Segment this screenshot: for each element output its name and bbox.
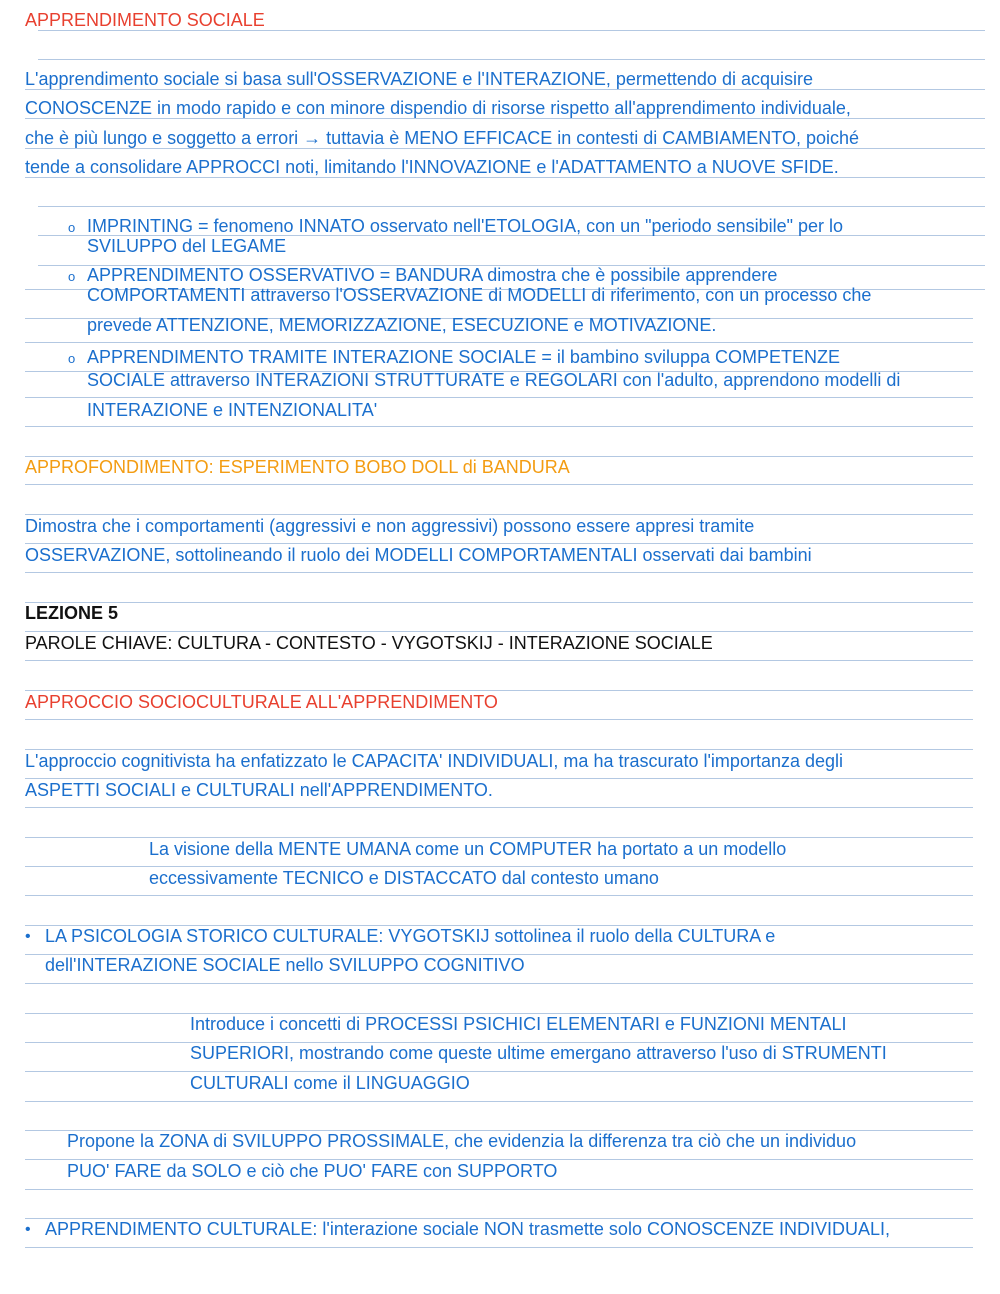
ruled-line bbox=[25, 118, 985, 119]
section-title: APPRENDIMENTO SOCIALE bbox=[25, 10, 265, 30]
ruled-line bbox=[25, 148, 985, 149]
bullet-marker: o bbox=[68, 269, 76, 284]
ruled-line bbox=[25, 1101, 973, 1102]
paragraph-line: che è più lungo e soggetto a errori → tuttavia è MENO EFFICACE in contesti di CAMBIAMENTO, poiché bbox=[25, 128, 860, 148]
paragraph-line: OSSERVAZIONE, sottolineando il ruolo dei MODELLI COMPORTAMENTALI osservati dai bambini bbox=[25, 545, 812, 565]
bullet-line: IMPRINTING = fenomeno INNATO osservato nell'ETOLOGIA, con un "periodo sensibile" per lo bbox=[87, 216, 844, 236]
ruled-line bbox=[25, 660, 973, 661]
ruled-line bbox=[25, 895, 973, 896]
approfondimento-title: APPROFONDIMENTO: ESPERIMENTO BOBO DOLL di BANDURA bbox=[25, 457, 570, 477]
indented-line: CULTURALI come il LINGUAGGIO bbox=[190, 1073, 470, 1093]
ruled-line bbox=[38, 59, 985, 60]
indented-line: Propone la ZONA di SVILUPPO PROSSIMALE, che evidenzia la differenza tra ciò che un individuo bbox=[67, 1131, 857, 1151]
lesson-title: LEZIONE 5 bbox=[25, 603, 119, 623]
bullet-line: INTERAZIONE e INTENZIONALITA' bbox=[87, 400, 378, 420]
bullet-line: dell'INTERAZIONE SOCIALE nello SVILUPPO COGNITIVO bbox=[45, 955, 525, 975]
ruled-line bbox=[38, 30, 985, 31]
ruled-line bbox=[25, 719, 973, 720]
ruled-line bbox=[25, 572, 973, 573]
bullet-line: LA PSICOLOGIA STORICO CULTURALE: VYGOTSKIJ sottolinea il ruolo della CULTURA e bbox=[45, 926, 776, 946]
ruled-line bbox=[25, 1159, 973, 1160]
bullet-marker: • bbox=[25, 928, 31, 945]
bullet-line: APPRENDIMENTO TRAMITE INTERAZIONE SOCIALE = il bambino sviluppa COMPETENZE bbox=[87, 347, 841, 367]
bullet-marker: o bbox=[68, 351, 76, 366]
ruled-line bbox=[25, 397, 973, 398]
paragraph-line: tende a consolidare APPROCCI noti, limitando l'INNOVAZIONE e l'ADATTAMENTO a NUOVE SFIDE. bbox=[25, 157, 839, 177]
ruled-line bbox=[25, 1189, 973, 1190]
ruled-line bbox=[25, 983, 973, 984]
bullet-line: APPRENDIMENTO CULTURALE: l'interazione sociale NON trasmette solo CONOSCENZE INDIVIDUALI, bbox=[45, 1219, 890, 1239]
keywords-line: PAROLE CHIAVE: CULTURA - CONTESTO - VYGOTSKIJ - INTERAZIONE SOCIALE bbox=[25, 633, 713, 653]
bullet-marker: • bbox=[25, 1221, 31, 1238]
ruled-line bbox=[25, 631, 973, 632]
paragraph-line: Dimostra che i comportamenti (aggressivi e non aggressivi) possono essere appresi tramite bbox=[25, 516, 755, 536]
paragraph-line: ASPETTI SOCIALI e CULTURALI nell'APPRENDIMENTO. bbox=[25, 780, 493, 800]
indented-line: eccessivamente TECNICO e DISTACCATO dal contesto umano bbox=[149, 868, 659, 888]
ruled-line bbox=[25, 778, 973, 779]
bullet-line: SOCIALE attraverso INTERAZIONI STRUTTURATE e REGOLARI con l'adulto, apprendono modelli di bbox=[87, 370, 901, 390]
ruled-line bbox=[25, 89, 985, 90]
ruled-line bbox=[25, 484, 973, 485]
ruled-line bbox=[25, 177, 985, 178]
ruled-line bbox=[25, 426, 973, 427]
ruled-line bbox=[25, 1071, 973, 1072]
ruled-line bbox=[25, 602, 973, 603]
indented-line: PUO' FARE da SOLO e ciò che PUO' FARE con SUPPORTO bbox=[67, 1161, 558, 1181]
bullet-line: APPRENDIMENTO OSSERVATIVO = BANDURA dimostra che è possibile apprendere bbox=[87, 265, 778, 285]
indented-line: SUPERIORI, mostrando come queste ultime emergano attraverso l'uso di STRUMENTI bbox=[190, 1043, 887, 1063]
ruled-line bbox=[25, 690, 973, 691]
ruled-line bbox=[25, 749, 973, 750]
paragraph-line: CONOSCENZE in modo rapido e con minore dispendio di risorse rispetto all'apprendimento individuale, bbox=[25, 98, 851, 118]
section-title: APPROCCIO SOCIOCULTURALE ALL'APPRENDIMENTO bbox=[25, 692, 498, 712]
paragraph-line: L'apprendimento sociale si basa sull'OSSERVAZIONE e l'INTERAZIONE, permettendo di acquisire bbox=[25, 69, 813, 89]
indented-line: La visione della MENTE UMANA come un COMPUTER ha portato a un modello bbox=[149, 839, 787, 859]
ruled-line bbox=[25, 543, 973, 544]
indented-line: Introduce i concetti di PROCESSI PSICHICI ELEMENTARI e FUNZIONI MENTALI bbox=[190, 1014, 847, 1034]
ruled-line bbox=[25, 342, 973, 343]
bullet-line: SVILUPPO del LEGAME bbox=[87, 236, 287, 256]
ruled-line bbox=[25, 807, 973, 808]
bullet-marker: o bbox=[68, 220, 76, 235]
ruled-line bbox=[25, 514, 973, 515]
ruled-line bbox=[25, 837, 973, 838]
bullet-line: prevede ATTENZIONE, MEMORIZZAZIONE, ESECUZIONE e MOTIVAZIONE. bbox=[87, 315, 717, 335]
ruled-line bbox=[25, 866, 973, 867]
paragraph-line: L'approccio cognitivista ha enfatizzato le CAPACITA' INDIVIDUALI, ma ha trascurato l'importanza degli bbox=[25, 751, 844, 771]
ruled-line bbox=[25, 1247, 973, 1248]
ruled-line bbox=[38, 206, 985, 207]
bullet-line: COMPORTAMENTI attraverso l'OSSERVAZIONE di MODELLI di riferimento, con un processo che bbox=[87, 285, 872, 305]
